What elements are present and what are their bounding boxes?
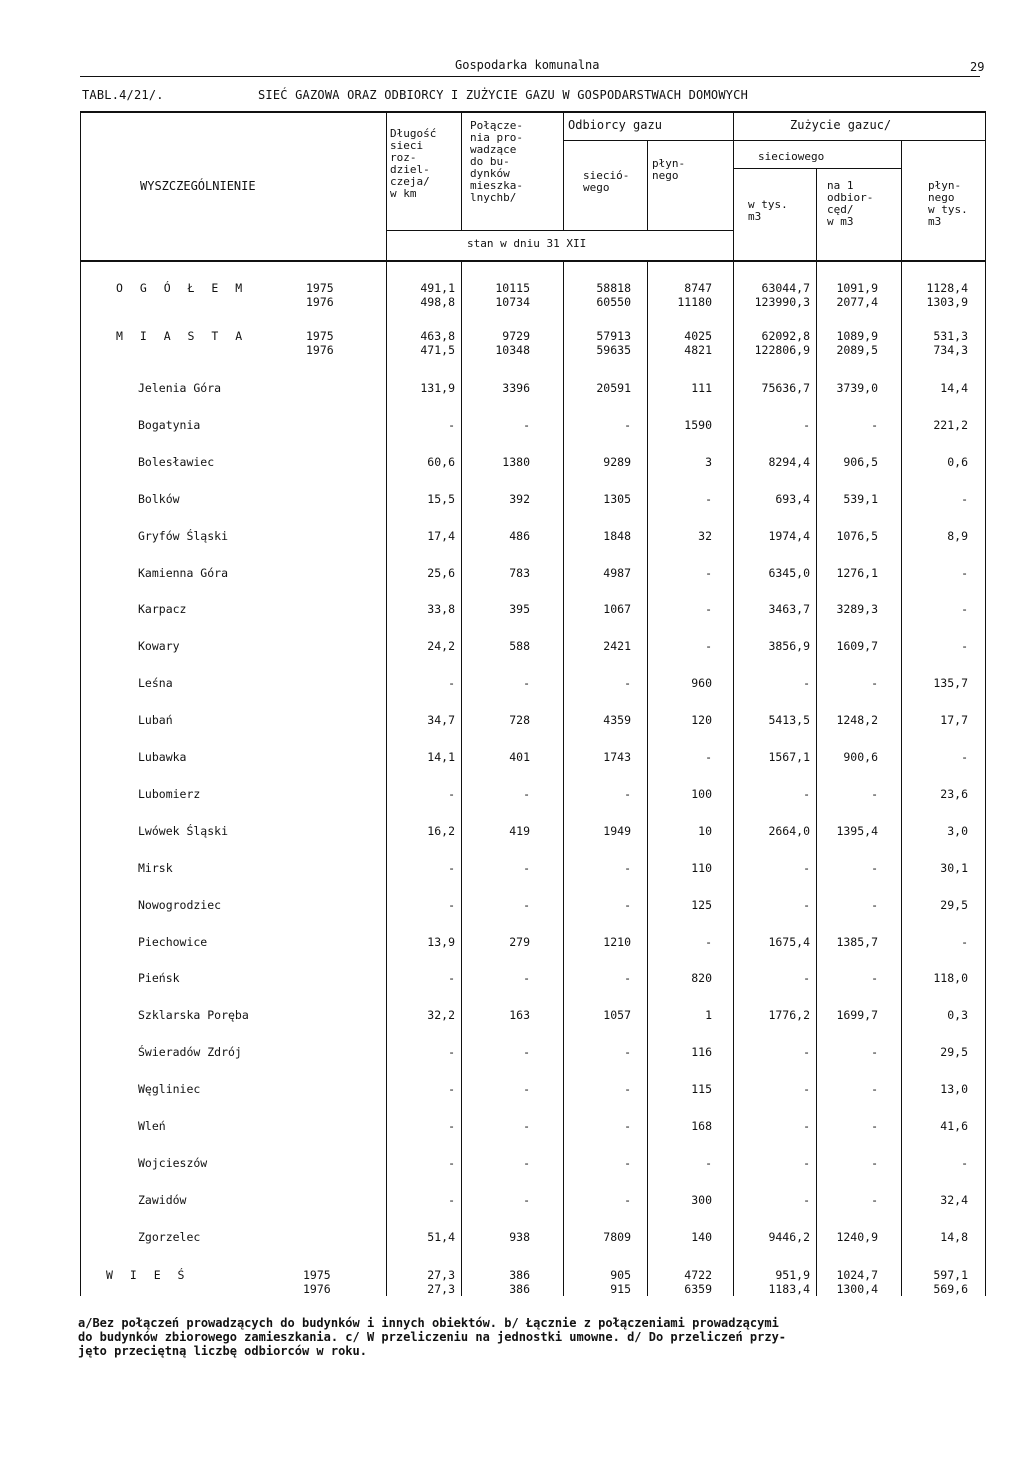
table-row-col4: 4722 xyxy=(684,1268,712,1282)
table-row-col4: - xyxy=(705,602,712,616)
table-row-col2: 1380 xyxy=(502,455,530,469)
table-row-col3: - xyxy=(624,1119,631,1133)
table-row-col3: 60550 xyxy=(596,295,631,309)
table-row-col4: 32 xyxy=(698,529,712,543)
table-row-col5: - xyxy=(803,1193,810,1207)
row-year: 1976 xyxy=(306,295,334,309)
table-row-col1: - xyxy=(448,898,455,912)
table-row-col1: 498,8 xyxy=(420,295,455,309)
table-row-col4: 110 xyxy=(691,861,712,875)
table-row-col7: 32,4 xyxy=(940,1193,968,1207)
table-row-col1: - xyxy=(448,1119,455,1133)
town-name: Wleń xyxy=(138,1119,166,1133)
table-row-col1: 16,2 xyxy=(427,824,455,838)
table-row-col5: 3463,7 xyxy=(768,602,810,616)
table-row-col3: 915 xyxy=(610,1282,631,1296)
table-row-col2: 401 xyxy=(509,750,530,764)
table-row-col1: - xyxy=(448,1045,455,1059)
table-row-col3: - xyxy=(624,1156,631,1170)
town-name: Lubomierz xyxy=(138,787,201,801)
table-row-col3: 58818 xyxy=(596,281,631,295)
header-plynnego-tys: płyn- nego w tys. m3 xyxy=(928,179,968,228)
table-row-col6: 1076,5 xyxy=(836,529,878,543)
table-row-col3: - xyxy=(624,898,631,912)
town-name: Gryfów Śląski xyxy=(138,529,229,543)
town-name: Mirsk xyxy=(138,861,173,875)
table-row-col6: - xyxy=(871,1045,878,1059)
table-row-col1: - xyxy=(448,1082,455,1096)
table-row-col1: 14,1 xyxy=(427,750,455,764)
town-name: Karpacz xyxy=(138,602,187,616)
town-name: Lubań xyxy=(138,713,173,727)
table-row-col1: 15,5 xyxy=(427,492,455,506)
table-row-col7: 14,8 xyxy=(940,1230,968,1244)
table-row-col7: 597,1 xyxy=(933,1268,968,1282)
table-row-col5: 1675,4 xyxy=(768,935,810,949)
table-row-col4: 1 xyxy=(705,1008,712,1022)
table-row-col2: - xyxy=(523,1045,530,1059)
table-row-col7: 1128,4 xyxy=(926,281,968,295)
table-row-col5: - xyxy=(803,418,810,432)
table-row-col4: 115 xyxy=(691,1082,712,1096)
table-row-col7: 531,3 xyxy=(933,329,968,343)
table-row-col1: - xyxy=(448,676,455,690)
table-row-col1: 27,3 xyxy=(427,1282,455,1296)
table-row-col4: 8747 xyxy=(684,281,712,295)
row-year: 1976 xyxy=(303,1282,331,1296)
table-row-col6: 1089,9 xyxy=(836,329,878,343)
table-row-col7: 221,2 xyxy=(933,418,968,432)
town-name: Bolesławiec xyxy=(138,455,215,469)
table-row-col1: - xyxy=(448,787,455,801)
table-row-col7: 41,6 xyxy=(940,1119,968,1133)
table-row-col1: 27,3 xyxy=(427,1268,455,1282)
table-row-col1: 34,7 xyxy=(427,713,455,727)
table-row-col4: 3 xyxy=(705,455,712,469)
table-row-col1: 33,8 xyxy=(427,602,455,616)
section-title: Gospodarka komunalna xyxy=(455,58,600,72)
row-year: 1975 xyxy=(303,1268,331,1282)
table-row-col7: 17,7 xyxy=(940,713,968,727)
table-row-col2: 486 xyxy=(509,529,530,543)
table-row-col2: - xyxy=(523,1082,530,1096)
town-name: Wojcieszów xyxy=(138,1156,208,1170)
table-row-col1: 131,9 xyxy=(420,381,455,395)
table-row-col2: 386 xyxy=(509,1268,530,1282)
table-row-col6: - xyxy=(871,1156,878,1170)
table-row-col2: 10734 xyxy=(495,295,530,309)
table-row-col6: 1385,7 xyxy=(836,935,878,949)
header-stan: stan w dniu 31 XII xyxy=(467,237,587,250)
table-row-col6: 3289,3 xyxy=(836,602,878,616)
table-row-col1: 491,1 xyxy=(420,281,455,295)
table-row-col2: 163 xyxy=(509,1008,530,1022)
table-row-col7: 0,3 xyxy=(947,1008,968,1022)
table-row-col3: - xyxy=(624,971,631,985)
table-row-col1: 51,4 xyxy=(427,1230,455,1244)
table-row-col7: 8,9 xyxy=(947,529,968,543)
header-odbiorcy-plynnego: płyn- nego xyxy=(652,157,686,182)
table-row-col3: 57913 xyxy=(596,329,631,343)
table-row-col2: 10115 xyxy=(495,281,530,295)
table-row-col2: 728 xyxy=(509,713,530,727)
header-rule xyxy=(80,76,980,77)
table-row-col5: 8294,4 xyxy=(768,455,810,469)
table-row-col7: 23,6 xyxy=(940,787,968,801)
table-row-col1: 60,6 xyxy=(427,455,455,469)
table-row-col4: 4025 xyxy=(684,329,712,343)
table-row-col7: 135,7 xyxy=(933,676,968,690)
table-id: TABL.4/21/. xyxy=(82,88,164,102)
table-row-col6: 1395,4 xyxy=(836,824,878,838)
town-name: Pieńsk xyxy=(138,971,180,985)
header-wyszczegolnienie: WYSZCZEGÓLNIENIE xyxy=(140,179,256,193)
table-row-col1: - xyxy=(448,1193,455,1207)
table-row-col2: 9729 xyxy=(502,329,530,343)
header-w-tys: w tys. m3 xyxy=(748,198,788,223)
table-row-col7: - xyxy=(961,566,968,580)
table-row-col3: - xyxy=(624,787,631,801)
table-row-col4: 6359 xyxy=(684,1282,712,1296)
table-row-col2: 419 xyxy=(509,824,530,838)
town-name: Lwówek Śląski xyxy=(138,824,229,838)
table-row-col5: - xyxy=(803,861,810,875)
table-row-col4: - xyxy=(705,492,712,506)
table-row-col6: 539,1 xyxy=(843,492,878,506)
table-row-col6: - xyxy=(871,1119,878,1133)
town-name: Zgorzelec xyxy=(138,1230,201,1244)
table-row-col4: 1590 xyxy=(684,418,712,432)
table-row-col5: 1183,4 xyxy=(768,1282,810,1296)
table-row-col2: 386 xyxy=(509,1282,530,1296)
table-row-col6: 1276,1 xyxy=(836,566,878,580)
table-row-col7: - xyxy=(961,1156,968,1170)
table-row-col6: - xyxy=(871,971,878,985)
table-row-col1: - xyxy=(448,971,455,985)
table-row-col6: - xyxy=(871,861,878,875)
table-row-col6: - xyxy=(871,1193,878,1207)
table-row-col6: 2089,5 xyxy=(836,343,878,357)
town-name: Zawidów xyxy=(138,1193,187,1207)
table-row-col5: - xyxy=(803,1082,810,1096)
table-row-col2: 588 xyxy=(509,639,530,653)
row-year: 1975 xyxy=(306,281,334,295)
table-row-col4: 140 xyxy=(691,1230,712,1244)
table-row-col7: - xyxy=(961,935,968,949)
table-row-col4: 120 xyxy=(691,713,712,727)
table-row-col5: 1974,4 xyxy=(768,529,810,543)
table-row-col3: 905 xyxy=(610,1268,631,1282)
header-zuzycie-sieciowego: sieciowego xyxy=(758,150,825,163)
table-row-col6: 1024,7 xyxy=(836,1268,878,1282)
table-row-col2: - xyxy=(523,676,530,690)
table-row-col7: 1303,9 xyxy=(926,295,968,309)
header-zuzycie: Zużycie gazuc/ xyxy=(790,118,892,132)
table-row-col3: 1848 xyxy=(603,529,631,543)
table-row-col2: 938 xyxy=(509,1230,530,1244)
table-row-col1: 25,6 xyxy=(427,566,455,580)
table-row-col1: 471,5 xyxy=(420,343,455,357)
table-row-col6: 900,6 xyxy=(843,750,878,764)
table-row-col3: - xyxy=(624,1045,631,1059)
table-row-col5: 6345,0 xyxy=(768,566,810,580)
table-row-col4: - xyxy=(705,935,712,949)
table-row-col5: 3856,9 xyxy=(768,639,810,653)
table-row-col5: 123990,3 xyxy=(754,295,810,309)
table-row-col3: 1949 xyxy=(603,824,631,838)
table-row-col7: 14,4 xyxy=(940,381,968,395)
table-row-col4: 116 xyxy=(691,1045,712,1059)
table-row-col3: - xyxy=(624,861,631,875)
table-row-col3: 59635 xyxy=(596,343,631,357)
table-row-col1: 24,2 xyxy=(427,639,455,653)
table-row-col7: 118,0 xyxy=(933,971,968,985)
table-row-col2: - xyxy=(523,1156,530,1170)
table-row-col3: - xyxy=(624,418,631,432)
town-name: Lubawka xyxy=(138,750,187,764)
row-year: 1976 xyxy=(306,343,334,357)
table-row-col4: 100 xyxy=(691,787,712,801)
table-row-col3: - xyxy=(624,676,631,690)
table-row-col2: - xyxy=(523,787,530,801)
header-odbiorcy-sieciowego: sieció- wego xyxy=(583,169,630,194)
table-row-col2: - xyxy=(523,1119,530,1133)
footnotes: a/Bez połączeń prowadzących do budynków i innych obiektów. b/ Łącznie z połączeniami prowadzącymi do budynków zbiorowego zamieszkania. c/ W przeliczeniu na jednostki umowne. d/ Do przeliczeń przy- jęto przeciętną liczbę odbiorców w roku. xyxy=(78,1316,787,1358)
table-row-col2: 3396 xyxy=(502,381,530,395)
table-row-col4: - xyxy=(705,750,712,764)
table-row-col7: 13,0 xyxy=(940,1082,968,1096)
table-row-col7: 29,5 xyxy=(940,898,968,912)
table-row-col5: 1776,2 xyxy=(768,1008,810,1022)
table-row-col3: 1057 xyxy=(603,1008,631,1022)
group-label: O G Ó Ł E M xyxy=(116,281,248,295)
table-row-col4: 960 xyxy=(691,676,712,690)
table-row-col3: - xyxy=(624,1082,631,1096)
table-row-col6: - xyxy=(871,418,878,432)
table-row-col2: 783 xyxy=(509,566,530,580)
table-row-col1: 32,2 xyxy=(427,1008,455,1022)
table-row-col5: 5413,5 xyxy=(768,713,810,727)
table-row-col3: 20591 xyxy=(596,381,631,395)
table-title: SIEĆ GAZOWA ORAZ ODBIORCY I ZUŻYCIE GAZU W GOSPODARSTWACH DOMOWYCH xyxy=(258,88,749,102)
page-number: 29 xyxy=(970,60,985,74)
table-row-col5: - xyxy=(803,1119,810,1133)
table-row-col6: 3739,0 xyxy=(836,381,878,395)
table-row-col1: 463,8 xyxy=(420,329,455,343)
table-row-col3: 9289 xyxy=(603,455,631,469)
table-row-col6: 1240,9 xyxy=(836,1230,878,1244)
table-row-col6: - xyxy=(871,898,878,912)
table-row-col7: - xyxy=(961,602,968,616)
table-row-col6: 1699,7 xyxy=(836,1008,878,1022)
table-row-col3: 1067 xyxy=(603,602,631,616)
group-label-wies: W I E Ś xyxy=(106,1268,190,1282)
table-row-col7: 29,5 xyxy=(940,1045,968,1059)
table-row-col2: - xyxy=(523,418,530,432)
table-row-col2: - xyxy=(523,971,530,985)
table-row-col5: - xyxy=(803,971,810,985)
town-name: Bogatynia xyxy=(138,418,201,432)
table-row-col5: 2664,0 xyxy=(768,824,810,838)
table-row-col2: 392 xyxy=(509,492,530,506)
table-row-col6: 1248,2 xyxy=(836,713,878,727)
table-row-col7: 734,3 xyxy=(933,343,968,357)
table-row-col6: - xyxy=(871,787,878,801)
table-row-col4: - xyxy=(705,1156,712,1170)
table-row-col7: 0,6 xyxy=(947,455,968,469)
table-row-col4: - xyxy=(705,639,712,653)
table-row-col3: 7809 xyxy=(603,1230,631,1244)
table-row-col4: 125 xyxy=(691,898,712,912)
town-name: Leśna xyxy=(138,676,173,690)
table-row-col2: 279 xyxy=(509,935,530,949)
table-row-col3: 4359 xyxy=(603,713,631,727)
table-row-col2: - xyxy=(523,861,530,875)
table-row-col5: - xyxy=(803,898,810,912)
table-row-col7: 3,0 xyxy=(947,824,968,838)
table-row-col2: 395 xyxy=(509,602,530,616)
table-row-col7: - xyxy=(961,492,968,506)
table-row-col3: 1210 xyxy=(603,935,631,949)
table-row-col4: 4821 xyxy=(684,343,712,357)
table-row-col4: 300 xyxy=(691,1193,712,1207)
table-row-col5: - xyxy=(803,1156,810,1170)
table-row-col4: 10 xyxy=(698,824,712,838)
table-row-col6: - xyxy=(871,676,878,690)
table-row-col6: 1091,9 xyxy=(836,281,878,295)
table-row-col3: 4987 xyxy=(603,566,631,580)
table-row-col3: 1305 xyxy=(603,492,631,506)
table-row-col3: - xyxy=(624,1193,631,1207)
header-odbiorcy: Odbiorcy gazu xyxy=(568,118,662,132)
town-name: Świeradów Zdrój xyxy=(138,1045,242,1059)
header-dlugosc: Długość sieci roz- dziel- czeja/ w km xyxy=(390,127,437,200)
town-name: Jelenia Góra xyxy=(138,381,222,395)
table-row-col5: - xyxy=(803,676,810,690)
group-label: M I A S T A xyxy=(116,329,248,343)
town-name: Kowary xyxy=(138,639,180,653)
table-row-col5: 693,4 xyxy=(775,492,810,506)
table-row-col3: 2421 xyxy=(603,639,631,653)
town-name: Szklarska Poręba xyxy=(138,1008,249,1022)
row-year: 1975 xyxy=(306,329,334,343)
table-row-col6: - xyxy=(871,1082,878,1096)
table-row-col7: - xyxy=(961,750,968,764)
table-row-col2: 10348 xyxy=(495,343,530,357)
header-na-1-odbiorce: na 1 odbior- cęd/ w m3 xyxy=(827,179,874,228)
table-row-col4: 111 xyxy=(691,381,712,395)
table-row-col5: 951,9 xyxy=(775,1268,810,1282)
table-row-col2: - xyxy=(523,1193,530,1207)
table-row-col5: - xyxy=(803,787,810,801)
table-row-col1: - xyxy=(448,418,455,432)
table-row-col3: 1743 xyxy=(603,750,631,764)
table-row-col5: 1567,1 xyxy=(768,750,810,764)
table-row-col2: - xyxy=(523,898,530,912)
town-name: Bolków xyxy=(138,492,180,506)
table-row-col1: 17,4 xyxy=(427,529,455,543)
header-polaczenia: Połącze- nia pro- wadzące do bu- dynków mieszka- lnychb/ xyxy=(470,119,523,204)
table-row-col4: 820 xyxy=(691,971,712,985)
table-row-col1: 13,9 xyxy=(427,935,455,949)
town-name: Piechowice xyxy=(138,935,208,949)
table-row-col4: - xyxy=(705,566,712,580)
town-name: Nowogrodziec xyxy=(138,898,222,912)
table-row-col7: - xyxy=(961,639,968,653)
table-row-col5: 75636,7 xyxy=(761,381,810,395)
table-row-col5: 62092,8 xyxy=(761,329,810,343)
table-row-col6: 906,5 xyxy=(843,455,878,469)
table-row-col5: 9446,2 xyxy=(768,1230,810,1244)
town-name: Węgliniec xyxy=(138,1082,201,1096)
table-row-col6: 2077,4 xyxy=(836,295,878,309)
table-row-col6: 1609,7 xyxy=(836,639,878,653)
table-row-col1: - xyxy=(448,1156,455,1170)
table-row-col4: 11180 xyxy=(677,295,712,309)
table-row-col4: 168 xyxy=(691,1119,712,1133)
table-row-col5: - xyxy=(803,1045,810,1059)
table-row-col5: 122806,9 xyxy=(754,343,810,357)
town-name: Kamienna Góra xyxy=(138,566,229,580)
table-row-col6: 1300,4 xyxy=(836,1282,878,1296)
table-row-col1: - xyxy=(448,861,455,875)
table-row-col7: 30,1 xyxy=(940,861,968,875)
table-row-col5: 63044,7 xyxy=(761,281,810,295)
table-row-col7: 569,6 xyxy=(933,1282,968,1296)
